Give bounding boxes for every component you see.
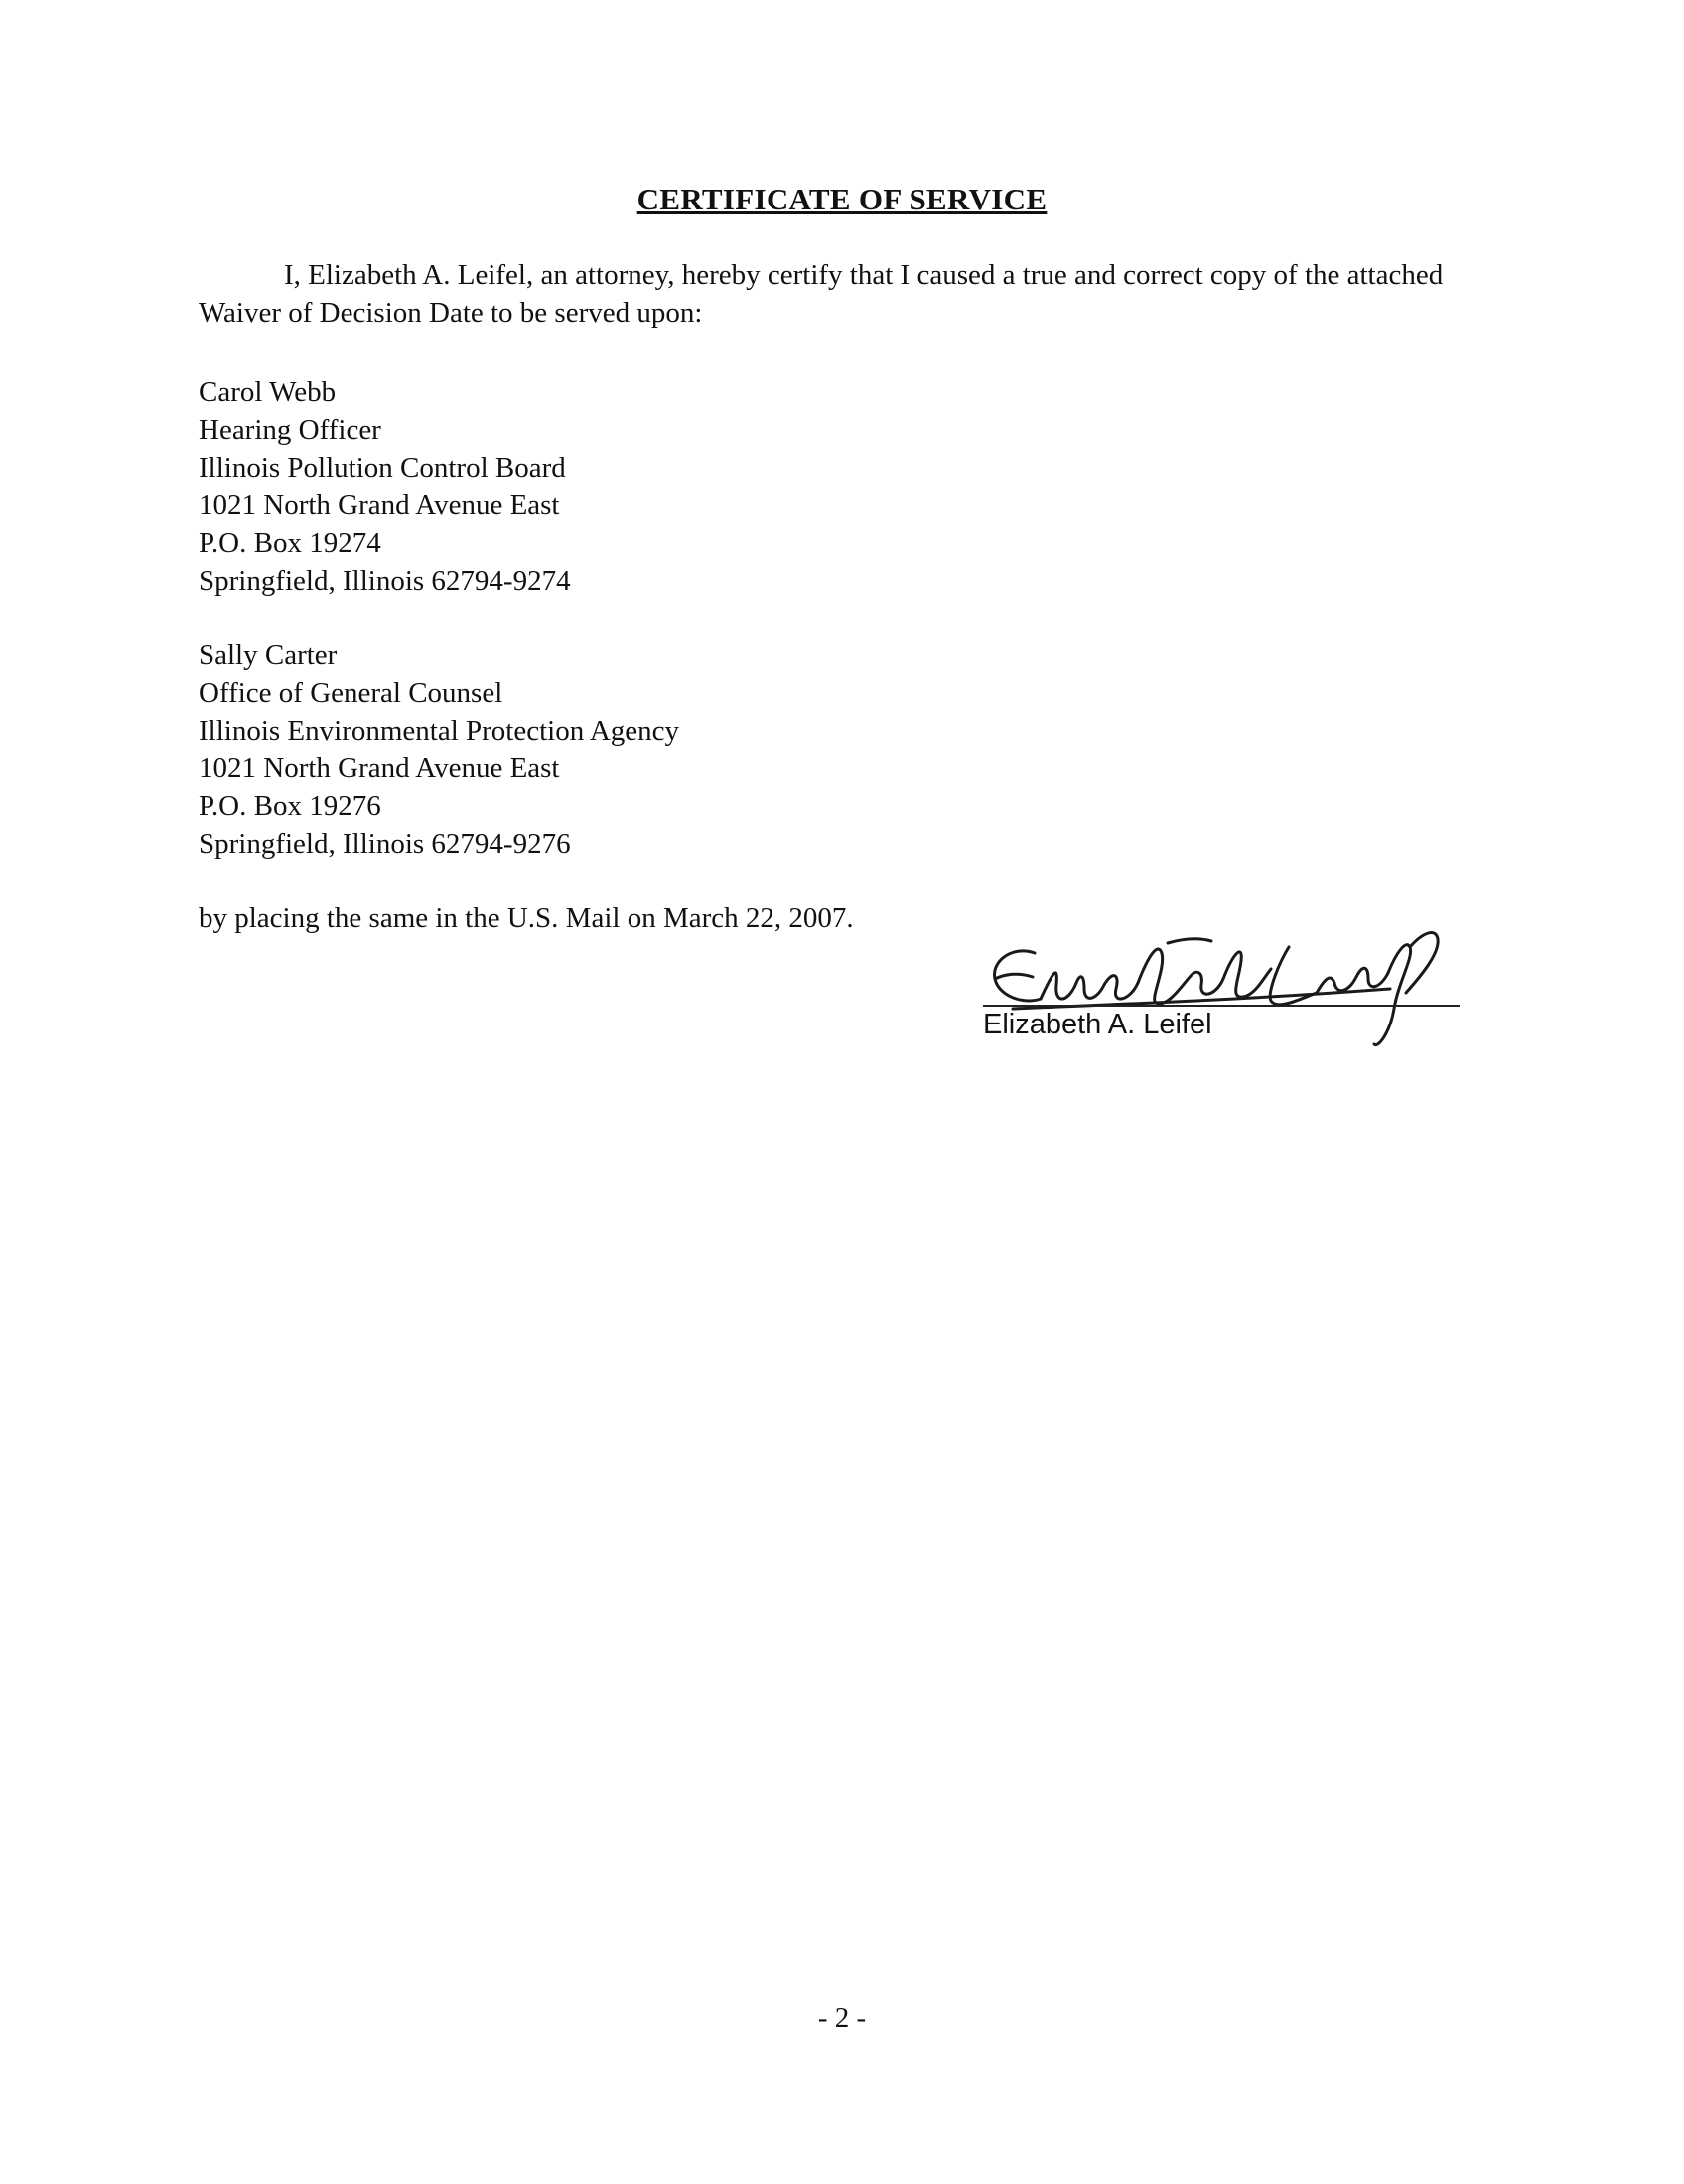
recipient-address-block [199, 636, 679, 863]
recipient-title: Office of General Counsel [199, 677, 503, 709]
recipient-po-box: P.O. Box 19274 [199, 527, 381, 559]
page-number: - 2 - [817, 2002, 867, 2034]
signer-printed-name: Elizabeth A. Leifel [983, 1009, 1212, 1040]
recipient-po-box: P.O. Box 19276 [199, 790, 381, 822]
recipient-street: 1021 North Grand Avenue East [199, 752, 560, 784]
recipient-title: Hearing Officer [199, 414, 381, 446]
signature-block [983, 923, 1460, 1072]
certification-paragraph: I, Elizabeth A. Leifel, an attorney, hereby certify that I caused a true and correct copy of the attached Waiver of Decision Date to be served upon: [199, 259, 1444, 329]
service-statement: by placing the same in the U.S. Mail on March 22, 2007. [199, 902, 854, 934]
recipient-address-block [199, 373, 571, 600]
recipient-organization: Illinois Pollution Control Board [199, 452, 566, 483]
recipient-name: Sally Carter [199, 639, 338, 671]
recipient-street: 1021 North Grand Avenue East [199, 489, 560, 521]
recipient-city: Springfield, Illinois 62794-9274 [199, 565, 571, 597]
recipient-name: Carol Webb [199, 376, 337, 408]
recipient-organization: Illinois Environmental Protection Agency [199, 715, 680, 747]
document-title: CERTIFICATE OF SERVICE [636, 182, 1048, 216]
recipient-city: Springfield, Illinois 62794-9276 [199, 828, 571, 860]
handwritten-signature [973, 913, 1470, 1072]
